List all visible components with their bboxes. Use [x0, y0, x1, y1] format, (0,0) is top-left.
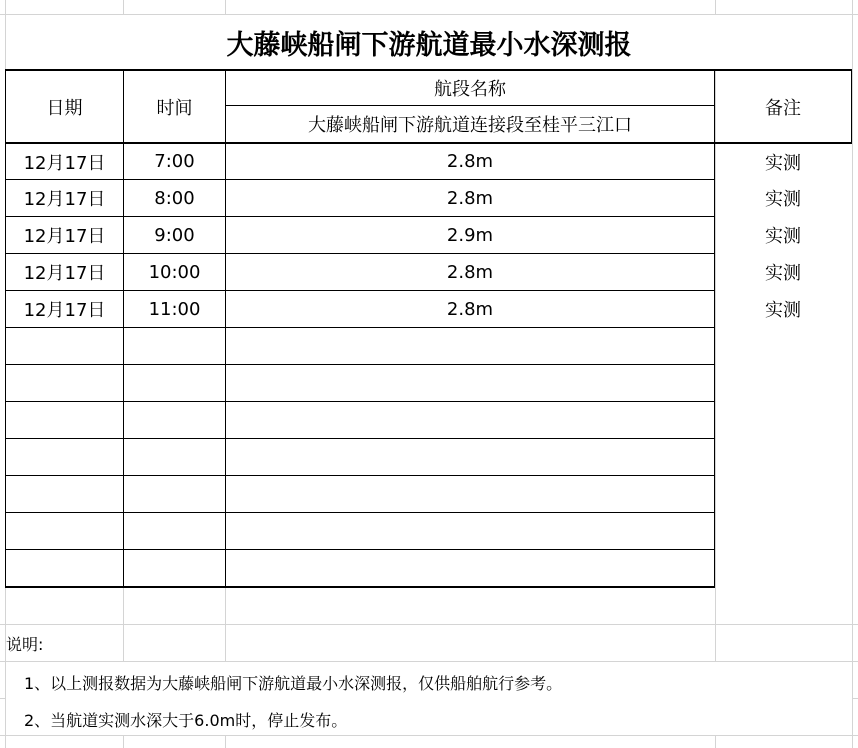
header-time: 时间 — [156, 97, 193, 119]
row-depth: 2.8m — [446, 298, 494, 320]
row-date: 12月17日 — [23, 152, 106, 174]
row-time: 8:00 — [154, 187, 195, 209]
notes-heading: 说明: — [6, 635, 44, 654]
row-remark: 实测 — [765, 263, 801, 284]
row-date: 12月17日 — [23, 263, 106, 284]
gridline — [852, 0, 853, 748]
row-depth: 2.9m — [446, 224, 494, 246]
row-remark: 实测 — [765, 152, 801, 174]
report-title: 大藤峡船闸下游航道最小水深测报 — [6, 15, 852, 69]
row-time: 9:00 — [154, 224, 195, 246]
row-remark: 实测 — [765, 300, 801, 321]
header-section: 大藤峡船闸下游航道连接段至桂平三江口 — [308, 115, 632, 136]
row-time: 7:00 — [154, 151, 195, 172]
row-time: 10:00 — [148, 261, 201, 283]
note-item: 1、以上测报数据为大藤峡船闸下游航道最小水深测报，仅供船舶航行参考。 — [24, 674, 563, 693]
gridline — [0, 735, 858, 736]
table-border — [5, 364, 715, 365]
table-border — [5, 549, 715, 550]
row-depth: 2.8m — [446, 187, 494, 209]
table-border — [5, 327, 715, 328]
row-time: 11:00 — [148, 298, 201, 320]
table-border — [5, 401, 715, 402]
gridline — [0, 624, 858, 625]
table-border — [5, 438, 715, 439]
table-border — [851, 69, 852, 144]
row-date: 12月17日 — [23, 189, 106, 210]
header-date: 日期 — [46, 97, 83, 119]
table-border — [5, 512, 715, 513]
row-depth: 2.8m — [446, 151, 494, 172]
table-border — [5, 586, 715, 588]
header-remark: 备注 — [765, 97, 801, 119]
table-border — [5, 475, 715, 476]
row-depth: 2.8m — [446, 261, 494, 283]
header-section-name: 航段名称 — [434, 79, 506, 100]
row-date: 12月17日 — [23, 226, 106, 247]
row-date: 12月17日 — [23, 300, 106, 321]
row-remark: 实测 — [765, 189, 801, 210]
note-item: 2、当航道实测水深大于6.0m时，停止发布。 — [24, 711, 348, 730]
row-remark: 实测 — [765, 226, 801, 247]
